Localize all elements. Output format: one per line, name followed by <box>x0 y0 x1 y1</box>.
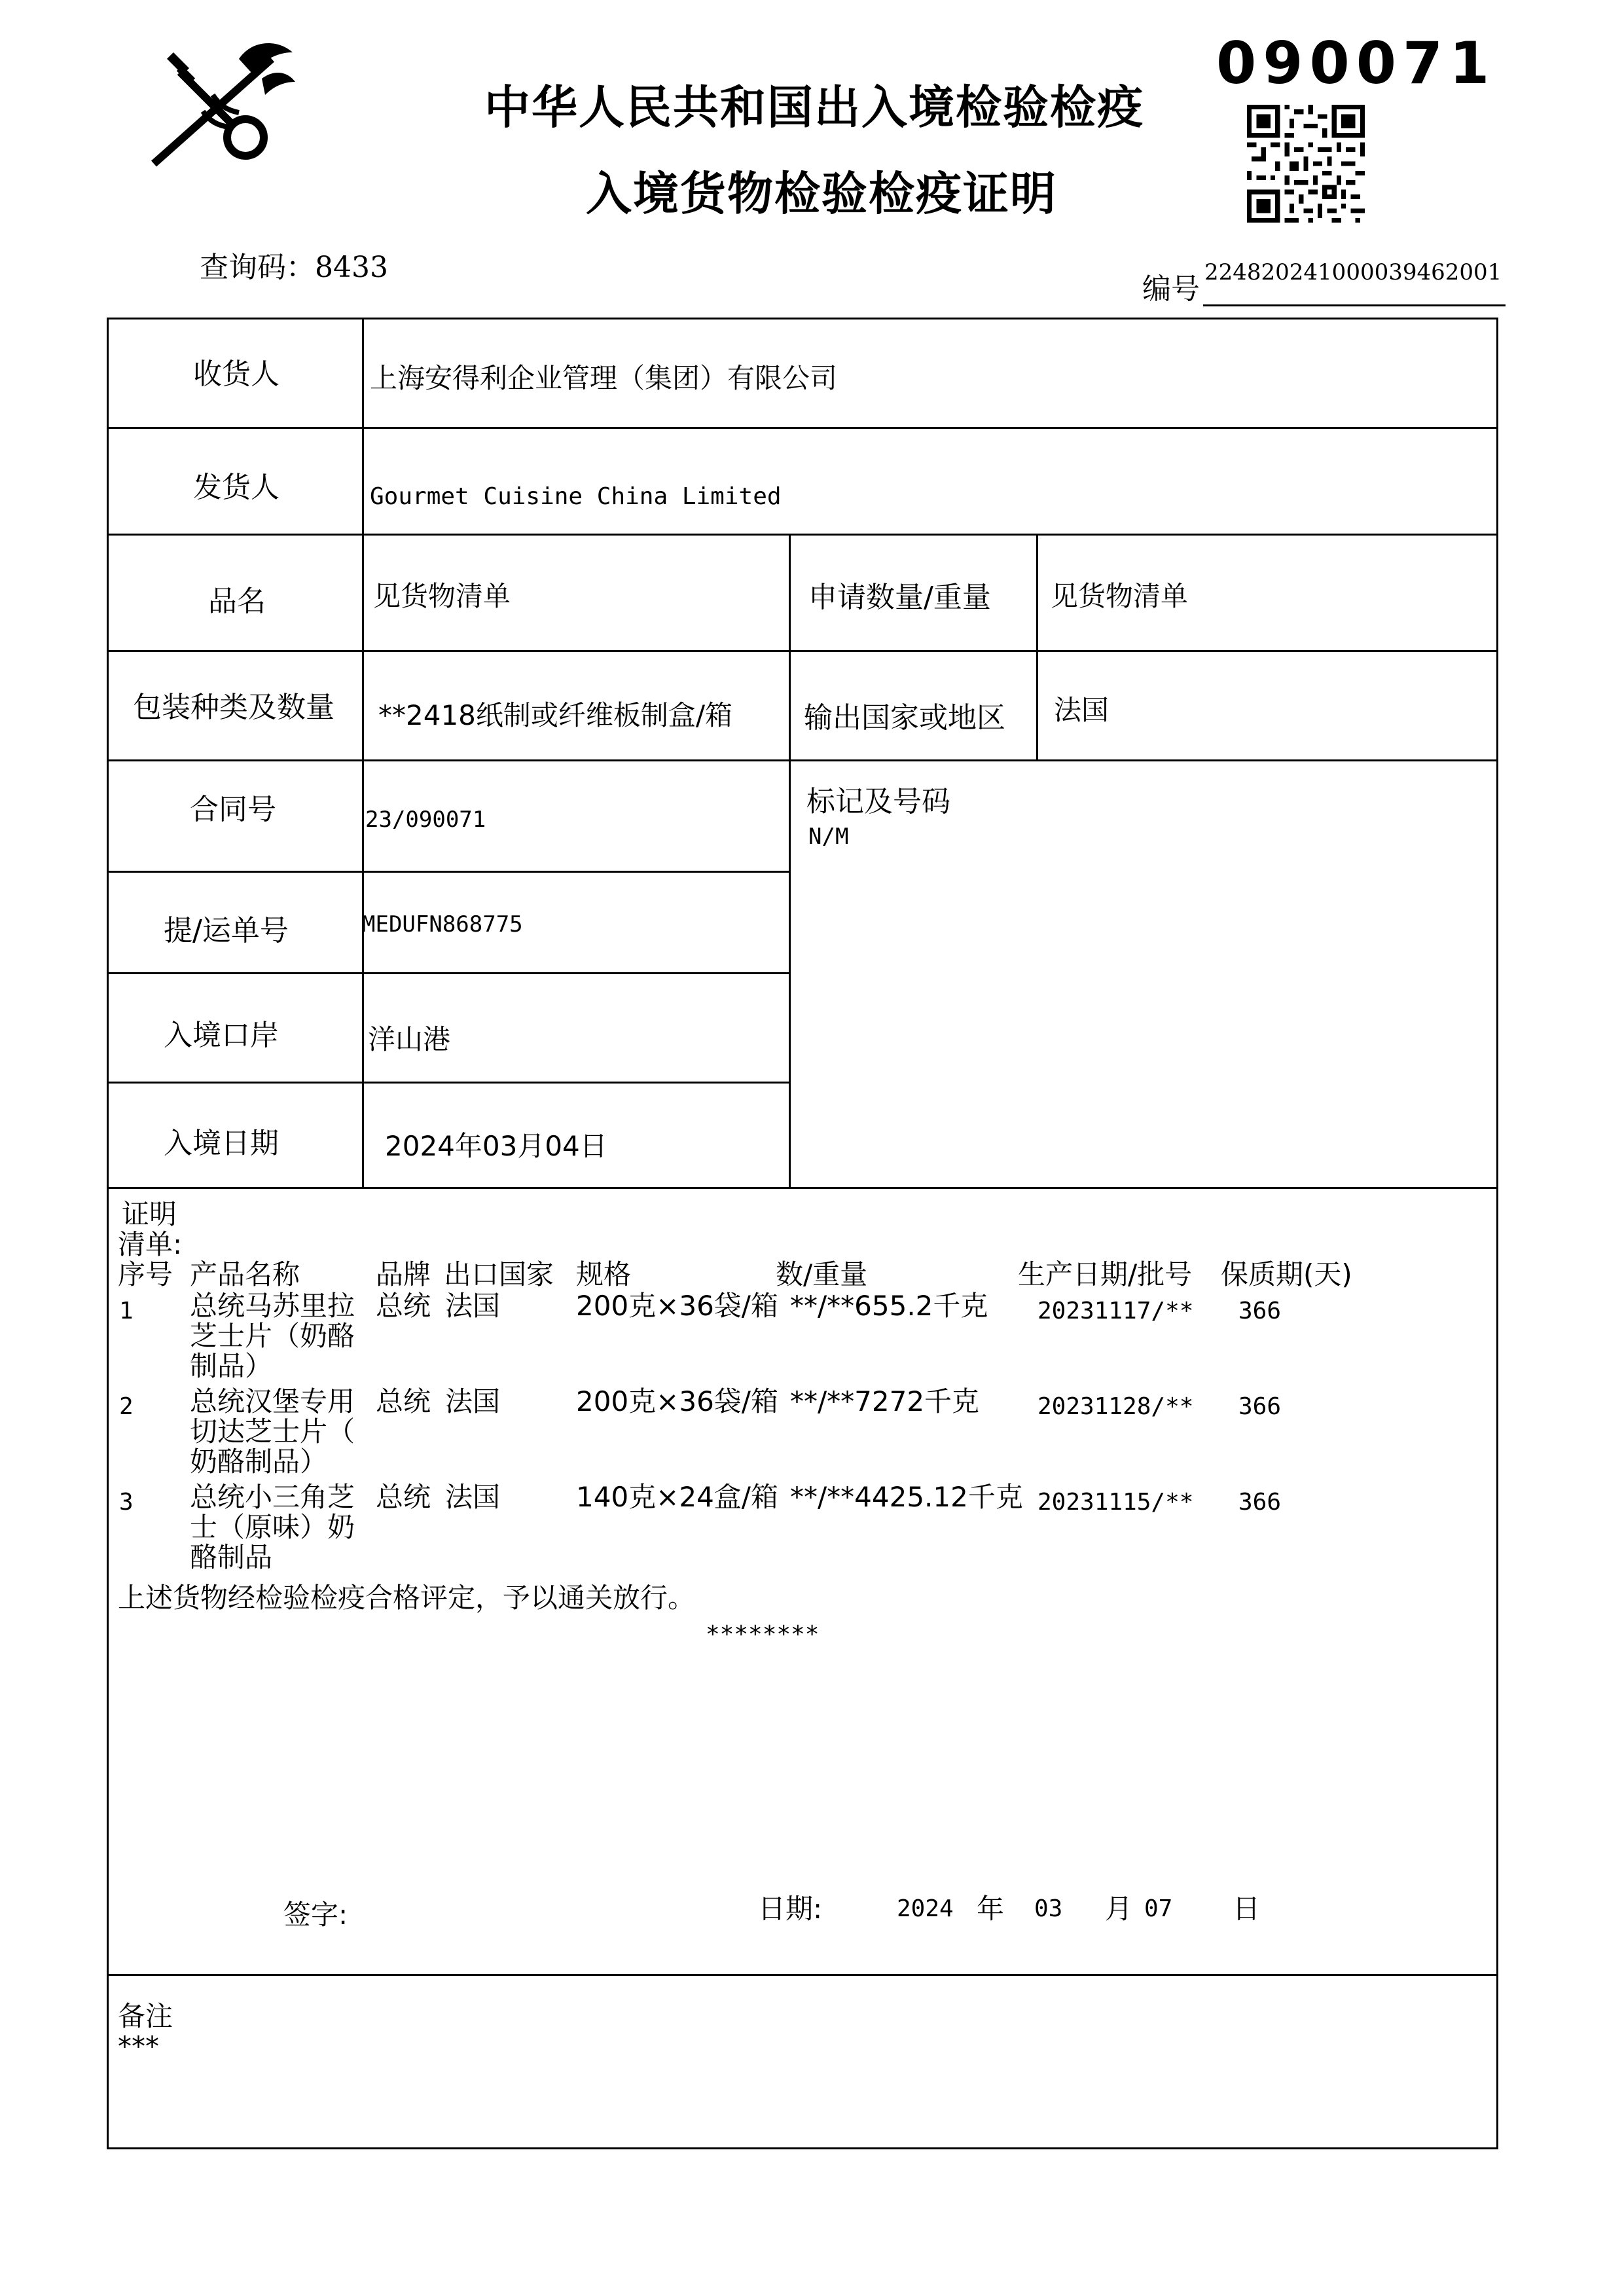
row-divider <box>107 427 1498 429</box>
quantity-weight: **/**4425.12千克 <box>790 1481 1023 1513</box>
brand: 总统 <box>376 1290 431 1322</box>
row-divider <box>107 1974 1498 1976</box>
stars-separator: ******** <box>706 1621 820 1648</box>
quantity-weight: **/**7272千克 <box>790 1385 980 1417</box>
row-divider <box>107 650 1498 652</box>
certificate-heading: 证明 <box>122 1198 177 1230</box>
marks-value: N/M <box>808 824 849 850</box>
marks-label: 标记及号码 <box>806 785 950 818</box>
product-name <box>190 1291 355 1381</box>
origin-country-value: 法国 <box>1054 694 1110 726</box>
document-title: 中华人民共和国出入境检验检疫 <box>484 81 1144 134</box>
goods-list-heading: 清单: <box>118 1228 183 1260</box>
entry-date-label: 入境日期 <box>164 1127 279 1160</box>
row-divider <box>107 759 1498 761</box>
sign-date-day: 07 <box>1144 1895 1173 1922</box>
goods-name-value: 见货物清单 <box>373 580 511 612</box>
column-divider <box>1036 534 1038 761</box>
packing-label: 包装种类及数量 <box>133 691 334 724</box>
certificate-number-label: 编号 <box>1142 272 1200 306</box>
sign-date-year-char: 年 <box>977 1893 1005 1925</box>
column-header-product: 产品名称 <box>190 1258 300 1290</box>
column-header-brand: 品牌 <box>376 1258 431 1290</box>
consignee-value: 上海安得利企业管理（集团）有限公司 <box>370 362 838 394</box>
packing-value: **2418纸制或纤维板制盒/箱 <box>378 699 733 731</box>
row-number: 1 <box>119 1298 134 1324</box>
inspection-emblem-icon <box>141 33 298 170</box>
row-divider <box>107 871 791 873</box>
product-name-line: 士（原味）奶 <box>190 1511 355 1543</box>
query-code: 查询码：8433 <box>200 251 388 284</box>
specification: 200克×36袋/箱 <box>576 1290 778 1322</box>
row-divider <box>107 1187 1498 1189</box>
entry-port-label: 入境口岸 <box>164 1019 279 1052</box>
quantity-value: 见货物清单 <box>1051 580 1189 612</box>
product-name-line: 切达芝士片（ <box>190 1415 355 1448</box>
production-batch: 20231128/** <box>1038 1393 1194 1420</box>
column-header-spec: 规格 <box>576 1258 632 1290</box>
document-number: 090071 <box>1216 29 1496 97</box>
specification: 140克×24盒/箱 <box>576 1481 778 1513</box>
table-border-left <box>107 318 109 2149</box>
product-name-line: 酪制品 <box>190 1541 273 1573</box>
shelf-life: 366 <box>1238 1489 1282 1516</box>
specification: 200克×36袋/箱 <box>576 1385 778 1417</box>
shelf-life: 366 <box>1238 1393 1282 1420</box>
shelf-life: 366 <box>1238 1298 1282 1324</box>
row-number: 3 <box>119 1489 134 1516</box>
remarks-label: 备注 <box>118 2000 173 2032</box>
consignee-label: 收货人 <box>193 357 280 391</box>
export-country: 法国 <box>445 1290 501 1322</box>
bill-of-lading-value: MEDUFN868775 <box>362 911 523 938</box>
remarks-value: *** <box>118 2030 159 2062</box>
product-name <box>190 1482 355 1573</box>
sign-date-month: 03 <box>1034 1895 1063 1922</box>
sign-date-year: 2024 <box>897 1895 954 1922</box>
row-divider <box>107 1082 791 1084</box>
product-name-line: 总统小三角芝 <box>190 1481 355 1513</box>
sign-date-day-char: 日 <box>1233 1893 1261 1925</box>
quantity-label: 申请数量/重量 <box>808 581 991 614</box>
column-header-no: 序号 <box>118 1258 173 1290</box>
entry-port-value: 洋山港 <box>368 1023 451 1055</box>
product-name-line: 芝士片（奶酪 <box>190 1320 355 1352</box>
document-subtitle: 入境货物检验检疫证明 <box>586 167 1057 221</box>
table-border-right <box>1496 318 1498 2149</box>
inspection-statement: 上述货物经检验检疫合格评定，予以通关放行。 <box>118 1582 696 1614</box>
column-header-quantity: 数/重量 <box>776 1258 868 1290</box>
table-border-top <box>107 318 1498 319</box>
entry-date-value: 2024年03月04日 <box>385 1130 607 1162</box>
sign-date-label: 日期: <box>758 1893 823 1925</box>
qr-code-icon <box>1247 105 1365 223</box>
product-name-line: 总统汉堡专用 <box>190 1385 355 1417</box>
contract-value: 23/090071 <box>365 807 486 833</box>
sign-date-month-char: 月 <box>1105 1893 1133 1925</box>
brand: 总统 <box>376 1481 431 1513</box>
certificate-number-underline <box>1203 304 1506 306</box>
row-number: 2 <box>119 1393 134 1420</box>
row-divider <box>107 534 1498 536</box>
export-country: 法国 <box>445 1481 501 1513</box>
column-divider <box>789 534 791 1189</box>
production-batch: 20231117/** <box>1038 1298 1194 1324</box>
product-name-line: 奶酪制品） <box>190 1446 328 1478</box>
column-header-batch: 生产日期/批号 <box>1018 1258 1193 1290</box>
product-name <box>190 1387 355 1477</box>
export-country: 法国 <box>445 1385 501 1417</box>
column-header-shelf-life: 保质期(天) <box>1221 1258 1352 1290</box>
consignor-label: 发货人 <box>193 471 280 504</box>
brand: 总统 <box>376 1385 431 1417</box>
product-name-line: 制品） <box>190 1350 273 1382</box>
production-batch: 20231115/** <box>1038 1489 1194 1516</box>
certificate-number-value: 224820241000039462001 <box>1204 259 1502 285</box>
origin-country-label: 输出国家或地区 <box>804 701 1005 735</box>
contract-label: 合同号 <box>190 793 276 826</box>
quantity-weight: **/**655.2千克 <box>790 1290 988 1322</box>
column-divider <box>362 318 364 1189</box>
bill-of-lading-label: 提/运单号 <box>164 914 289 947</box>
table-border-bottom <box>107 2147 1498 2149</box>
consignor-value: Gourmet Cuisine China Limited <box>370 483 782 510</box>
goods-name-label: 品名 <box>208 585 266 618</box>
row-divider <box>107 972 791 974</box>
product-name-line: 总统马苏里拉 <box>190 1290 355 1322</box>
column-header-country: 出口国家 <box>444 1258 554 1290</box>
signature-label: 签字: <box>283 1899 348 1931</box>
